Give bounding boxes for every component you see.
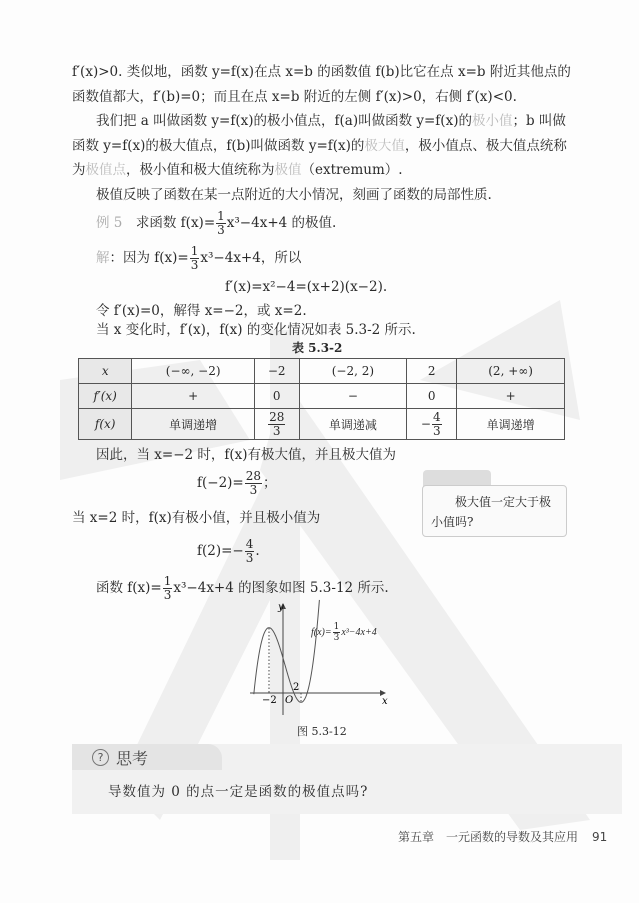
para2-line3: 为极值点，极小值和极大值统称为极值（extremum）. (72, 162, 403, 178)
conclusion-max: 因此，当 x=−2 时，f(x)有极大值，并且极大值为 (96, 447, 397, 463)
table-row: x (−∞, −2) −2 (−2, 2) 2 (2, +∞) (79, 359, 565, 384)
page-footer (398, 828, 607, 845)
question-icon: ? (92, 749, 109, 766)
para3: 极值反映了函数在某一点附近的大小情况，刻画了函数的局部性质. (96, 187, 492, 203)
max-value: f(−2)= $\frac{28}{3}$ ； (197, 469, 277, 497)
solution-start: 解：因为 f(x)= $\frac{1}{3}$ x³−4x+4，所以 (96, 244, 302, 272)
chapter-title: 第五章 一元函数的导数及其应用 (398, 830, 579, 844)
para1-line2: 函数值都大，f′(b)=0；而且在点 x=b 附近的左侧 f′(x)>0，右侧 f′(x)<0. (72, 89, 517, 105)
table-reference: 当 x 变化时，f′(x)，f(x) 的变化情况如表 5.3-2 所示. (96, 322, 416, 338)
figure-caption: 图 5.3-12 (297, 725, 347, 738)
think-title: 思考 (116, 749, 149, 768)
x-axis-label: x (382, 696, 388, 707)
table-caption: 表 5.3-2 (292, 341, 343, 355)
term-point: 极值点 (85, 162, 126, 178)
conclusion-min: 当 x=2 时，f(x)有极小值，并且极小值为 (72, 510, 321, 526)
roots: 令 f′(x)=0，解得 x=−2，或 x=2. (96, 303, 307, 319)
table-row: f(x) 单调递增 $\frac{28}{3}$ 单调递减 − $\frac{4}{3}$ 单调递增 (79, 409, 565, 440)
term-max: 极大值 (364, 138, 405, 154)
term-min: 极小值 (471, 113, 513, 129)
example-label: 例 5 (96, 215, 123, 231)
example-question: 例 5 求函数 f(x)= $\frac{1}{3}$ x³−4x+4 的极值. (96, 209, 337, 237)
min-value: f(2)=− $\frac{4}{3}$ . (197, 537, 260, 565)
table-row: f′(x) + 0 − 0 + (79, 384, 565, 409)
side-note: 极大值一定大于极小值吗? (422, 485, 567, 537)
y-axis-label: y (278, 602, 284, 613)
graph-reference: 函数 f(x)= $\frac{1}{3}$ x³−4x+4 的图象如图 5.3-12 所示. (96, 574, 389, 602)
think-question: 导数值为 0 的点一定是函数的极值点吗? (108, 784, 369, 800)
tick-neg-2: −2 (262, 695, 277, 706)
page-number: 91 (592, 830, 608, 844)
term-ext: 极值 (274, 162, 302, 178)
graph-label: f(x)= $\frac{1}{3}$ x³−4x+4 (311, 622, 377, 643)
para2-line1: 我们把 a 叫做函数 y=f(x)的极小值点，f(a)叫做函数 y=f(x)的极小值；b 叫做 (96, 113, 566, 129)
para2-line2: 函数 y=f(x)的极大值点，f(b)叫做函数 y=f(x)的极大值，极小值点、极大值点统称 (72, 138, 567, 154)
para1-line1: f′(x)>0. 类似地，函数 y=f(x)在点 x=b 的函数值 f(b)比它在点 x=b 附近其他点的 (72, 64, 571, 80)
derivative: f′(x)=x²−4=(x+2)(x−2). (225, 279, 388, 295)
cubic-curve (254, 600, 320, 702)
tick-pos-2: 2 (293, 682, 300, 693)
origin-label: O (285, 695, 294, 706)
